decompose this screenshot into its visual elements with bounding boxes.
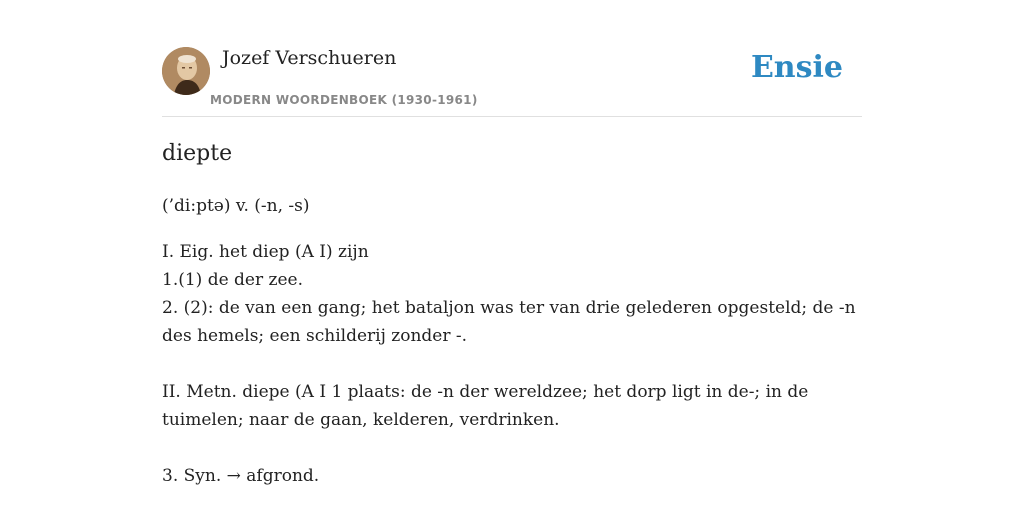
- entry-content: [162, 136, 862, 490]
- author-avatar[interactable]: [162, 47, 210, 95]
- headword: diepte: [162, 141, 233, 166]
- definition-line: 1.(1) de der zee.: [162, 270, 304, 290]
- source-label[interactable]: MODERN WOORDENBOEK (1930-1961): [210, 93, 478, 107]
- portrait-icon: [162, 47, 210, 95]
- entry-header: [162, 46, 862, 117]
- paragraph-gap: [162, 434, 862, 462]
- definition-body: [162, 238, 862, 490]
- definition-line: 2. (2): de van een gang; het bataljon was ter van drie gelederen opgesteld; de -n des hemels; een schilderij zonder -.: [162, 298, 856, 346]
- definition-line: I. Eig. het diep (A I) zijn: [162, 242, 369, 262]
- ensie-logo[interactable]: Ensie: [750, 50, 843, 85]
- synonym-line: 3. Syn. → afgrond.: [162, 466, 320, 486]
- definition-line: II. Metn. diepe (A I 1 plaats: de -n der wereldzee; het dorp ligt in de-; in de tuimelen; naar de gaan, kelderen, verdrinken.: [162, 382, 809, 430]
- author-name[interactable]: Jozef Verschueren: [222, 47, 397, 69]
- pronunciation: (’di:ptə) v. (-n, -s): [162, 196, 310, 216]
- paragraph-gap: [162, 350, 862, 378]
